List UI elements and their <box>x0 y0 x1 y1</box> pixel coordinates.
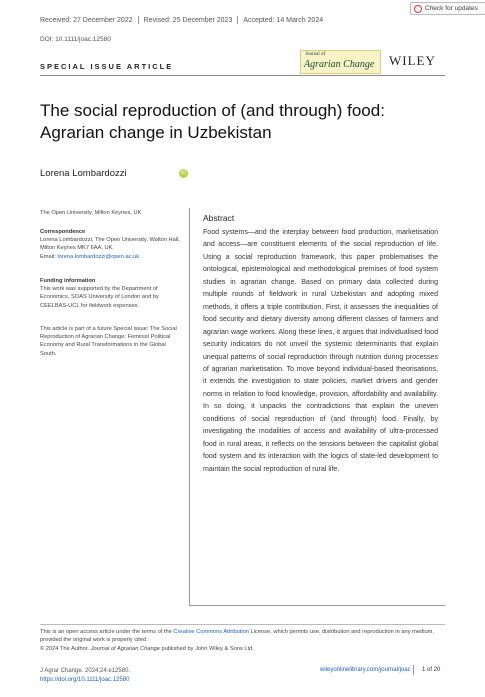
copyright-post: published by John Wiley & Sons Ltd. <box>161 645 254 652</box>
abstract-heading: Abstract <box>203 213 235 223</box>
license-post: License, which permits use, distribution and reproduction in any medium, provided the original work is properly cited. <box>40 629 434 644</box>
email-label: Email: <box>40 253 56 260</box>
revised-date: Revised: 25 December 2023 <box>143 16 233 24</box>
creative-commons-link[interactable]: Creative Commons Attribution <box>173 629 249 635</box>
license-block <box>40 628 445 653</box>
accepted-date: Accepted: 14 March 2024 <box>243 16 324 24</box>
page-number: 1 of 20 <box>422 667 441 673</box>
funding-heading: Funding information <box>40 278 96 284</box>
doi: DOI: 10.1111/joac.12580 <box>40 36 111 43</box>
author-name[interactable]: Lorena Lombardozzi <box>40 168 127 179</box>
copyright-line <box>40 645 445 653</box>
date-divider <box>138 16 139 24</box>
affiliation: The Open University, Milton Keynes, UK <box>40 210 142 216</box>
license-line <box>40 628 445 645</box>
journal-logo[interactable] <box>300 50 381 74</box>
section-label: SPECIAL ISSUE ARTICLE <box>40 62 174 71</box>
doi-link[interactable]: https://doi.org/10.1111/joac.12580 <box>40 677 130 683</box>
footer-divider <box>40 624 445 625</box>
funding-block <box>40 277 180 310</box>
email-link[interactable]: lorena.lombardozzi@open.ac.uk <box>57 253 140 260</box>
publisher-logo[interactable]: WILEY <box>389 53 436 68</box>
journal-logo-small: Journal of <box>305 52 326 57</box>
funding-text: This work was supported by the Department of Economics, SOAS University of London and by CEELBAS-UCL for fieldwork expenses. <box>40 286 159 309</box>
journal-url-link[interactable]: wileyonlinelibrary.com/journal/joac <box>320 667 411 673</box>
orcid-icon[interactable]: iD <box>179 169 188 178</box>
header-divider <box>40 75 445 76</box>
citation-block <box>40 667 130 685</box>
email-line <box>40 253 180 261</box>
footer-separator <box>413 665 414 675</box>
article-title: The social reproduction of (and through) food: Agrarian change in Uzbekistan <box>40 101 385 142</box>
journal-logo-big: Agrarian Change <box>304 59 375 70</box>
check-for-updates-label: Check for updates <box>425 5 478 12</box>
license-pre: This is an open access article under the terms of the <box>40 629 172 635</box>
copyright-pre: © 2024 The Author. <box>40 645 89 652</box>
abstract-text: Food systems—and the interplay between food production, marketisation and access—are constituent elements of the social reproduction of life. Using a social reproduction framework, this paper problematises the ontological, epistemological and methodological premises of food system studies in agrarian change. Based on primary data collected during multiple rounds of fieldwork in rural Uzbekistan and adopting mixed methods, it offers a triple contribution. First, it assesses the inequalities of food security and dietary diversity among different classes of farmers and agrarian wage workers. Along these lines, it argues that individualised food security indicators do not unveil the systemic determinants that explain unequal patterns of social reproduction through nutrition during processes of agrarian marketisation. To move beyond individual-based theorisations, it extends the investigation to state policies, market drivers and gender norms in relation to food knowledge, provision, affordability and availability. In so doing, it unpacks the contradictions that explain the uneven conditions of social reproduction of (and through) food. Finally, by investigating the modalities of access and availability of ultra-processed food in rural areas, it reflects on the tensions between the capitalist global food system and its interaction with the logics of state-led development to maintain the social reproduction of rural life. <box>203 229 438 473</box>
correspondence-text: Lorena Lombardozzi, The Open University, Walton Hall, Milton Keynes MK7 6AA, UK. <box>40 237 180 252</box>
correspondence-block <box>40 228 180 261</box>
article-dates <box>40 16 323 24</box>
citation: J Agrar Change. 2024;24:e12580. <box>40 668 131 674</box>
special-issue-note: This article is part of a future Special issue: The Social Reproduction of Agrarian Change: Feminist Political Economy and Rural Transformations in the Global South. <box>40 326 177 357</box>
check-updates-icon <box>414 5 422 13</box>
date-divider <box>237 16 238 24</box>
copyright-journal: Journal of Agrarian Change <box>90 645 160 652</box>
check-for-updates-button[interactable] <box>410 2 485 15</box>
correspondence-heading: Correspondence <box>40 229 86 235</box>
received-date: Received: 27 December 2022 <box>40 16 133 24</box>
